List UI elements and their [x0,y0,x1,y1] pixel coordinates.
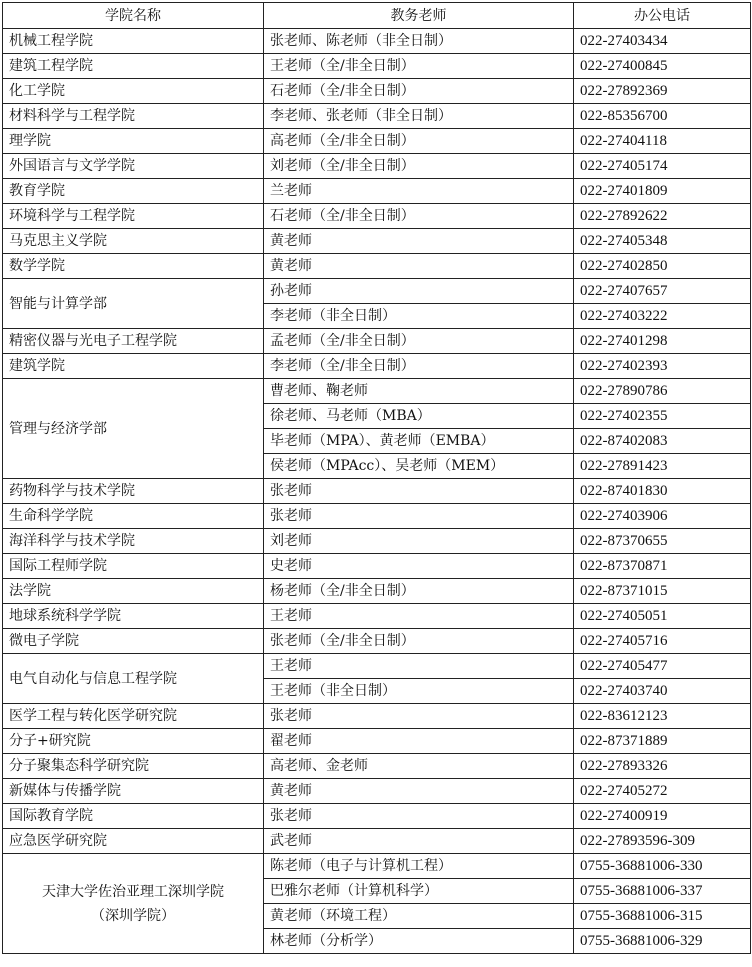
college-name: 国际工程师学院 [3,554,264,579]
college-name: 生命科学学院 [3,504,264,529]
table-row [3,204,751,229]
teacher-name: 武老师 [264,829,574,854]
table-row [3,654,751,679]
table-row [3,329,751,354]
phone-number: 022-87402083 [574,429,751,454]
header-phone: 办公电话 [574,3,751,29]
table-row [3,379,751,404]
college-name: 电气自动化与信息工程学院 [3,654,264,704]
teacher-name: 张老师、陈老师（非全日制） [264,29,574,54]
teacher-name: 张老师 [264,479,574,504]
phone-number: 022-27893596-309 [574,829,751,854]
header-college: 学院名称 [3,3,264,29]
college-name: 国际教育学院 [3,804,264,829]
college-name: 环境科学与工程学院 [3,204,264,229]
teacher-name: 高老师、金老师 [264,754,574,779]
table-row [3,554,751,579]
table-row [3,104,751,129]
phone-number: 022-87371889 [574,729,751,754]
phone-number: 0755-36881006-337 [574,879,751,904]
teacher-name: 张老师（全/非全日制） [264,629,574,654]
teacher-name: 杨老师（全/非全日制） [264,579,574,604]
table-row [3,29,751,54]
teacher-name: 王老师 [264,604,574,629]
table-row [3,54,751,79]
phone-number: 022-85356700 [574,104,751,129]
college-name: 智能与计算学部 [3,279,264,329]
phone-number: 022-27892369 [574,79,751,104]
college-name: 微电子学院 [3,629,264,654]
college-name: 理学院 [3,129,264,154]
phone-number: 022-27402355 [574,404,751,429]
teacher-name: 张老师 [264,804,574,829]
phone-number: 022-27403222 [574,304,751,329]
teacher-name: 陈老师（电子与计算机工程） [264,854,574,879]
teacher-name: 孟老师（全/非全日制） [264,329,574,354]
college-name: 数学学院 [3,254,264,279]
phone-number: 022-27400919 [574,804,751,829]
phone-number: 022-27404118 [574,129,751,154]
phone-number: 022-27403906 [574,504,751,529]
teacher-name: 刘老师（全/非全日制） [264,154,574,179]
college-name: 分子+研究院 [3,729,264,754]
phone-number: 022-27401298 [574,329,751,354]
table-body [3,29,751,954]
phone-number: 022-27890786 [574,379,751,404]
college-name: 建筑学院 [3,354,264,379]
college-name: 材料科学与工程学院 [3,104,264,129]
college-name: 海洋科学与技术学院 [3,529,264,554]
teacher-name: 王老师 [264,654,574,679]
phone-number: 0755-36881006-330 [574,854,751,879]
header-teacher: 教务老师 [264,3,574,29]
teacher-name: 李老师（非全日制） [264,304,574,329]
college-name: 精密仪器与光电子工程学院 [3,329,264,354]
table-row [3,279,751,304]
college-name: 机械工程学院 [3,29,264,54]
teacher-name: 刘老师 [264,529,574,554]
phone-number: 022-27893326 [574,754,751,779]
college-name: 医学工程与转化医学研究院 [3,704,264,729]
college-name: 外国语言与文学学院 [3,154,264,179]
teacher-name: 张老师 [264,704,574,729]
phone-number: 022-27891423 [574,454,751,479]
table-row [3,754,751,779]
teacher-name: 李老师、张老师（非全日制） [264,104,574,129]
header-row [3,3,751,29]
table-row [3,629,751,654]
contact-table [2,2,751,954]
phone-number: 022-27403434 [574,29,751,54]
table-row [3,604,751,629]
phone-number: 022-27402393 [574,354,751,379]
phone-number: 022-83612123 [574,704,751,729]
teacher-name: 石老师（全/非全日制） [264,204,574,229]
table-row [3,354,751,379]
phone-number: 022-27403740 [574,679,751,704]
teacher-name: 曹老师、鞠老师 [264,379,574,404]
phone-number: 022-87371015 [574,579,751,604]
phone-number: 022-27401809 [574,179,751,204]
college-name: 分子聚集态科学研究院 [3,754,264,779]
phone-number: 022-27892622 [574,204,751,229]
teacher-name: 林老师（分析学） [264,929,574,954]
phone-number: 022-27405477 [574,654,751,679]
table-row [3,229,751,254]
teacher-name: 侯老师（MPAcc）、吴老师（MEM） [264,454,574,479]
phone-number: 0755-36881006-329 [574,929,751,954]
phone-number: 022-27405716 [574,629,751,654]
teacher-name: 孙老师 [264,279,574,304]
teacher-name: 高老师（全/非全日制） [264,129,574,154]
teacher-name: 巴雅尔老师（计算机科学） [264,879,574,904]
teacher-name: 李老师（全/非全日制） [264,354,574,379]
phone-number: 022-87370655 [574,529,751,554]
phone-number: 022-27405348 [574,229,751,254]
college-name [3,854,264,954]
table-row [3,804,751,829]
college-name: 应急医学研究院 [3,829,264,854]
table-row [3,129,751,154]
college-name: 药物科学与技术学院 [3,479,264,504]
teacher-name: 黄老师 [264,779,574,804]
teacher-name: 兰老师 [264,179,574,204]
phone-number: 022-87370871 [574,554,751,579]
college-name: 马克思主义学院 [3,229,264,254]
table-row [3,829,751,854]
teacher-name: 王老师（全/非全日制） [264,54,574,79]
teacher-name: 石老师（全/非全日制） [264,79,574,104]
table-row [3,179,751,204]
college-name: 地球系统科学学院 [3,604,264,629]
table-row [3,729,751,754]
phone-number: 022-27405272 [574,779,751,804]
table-row [3,254,751,279]
phone-number: 022-87401830 [574,479,751,504]
teacher-name: 黄老师 [264,254,574,279]
college-name-line: 天津大学佐治亚理工深圳学院 [42,883,224,900]
phone-number: 022-27405051 [574,604,751,629]
phone-number: 0755-36881006-315 [574,904,751,929]
teacher-name: 张老师 [264,504,574,529]
phone-number: 022-27400845 [574,54,751,79]
college-name: 建筑工程学院 [3,54,264,79]
table-row [3,779,751,804]
teacher-name: 徐老师、马老师（MBA） [264,404,574,429]
table-row [3,854,751,879]
teacher-name: 史老师 [264,554,574,579]
table-row [3,529,751,554]
teacher-name: 翟老师 [264,729,574,754]
college-name: 化工学院 [3,79,264,104]
table-row [3,579,751,604]
teacher-name: 黄老师（环境工程） [264,904,574,929]
college-name: 法学院 [3,579,264,604]
phone-number: 022-27405174 [574,154,751,179]
table-row [3,154,751,179]
teacher-name: 王老师（非全日制） [264,679,574,704]
college-name: 新媒体与传播学院 [3,779,264,804]
table-row [3,479,751,504]
teacher-name: 毕老师（MPA）、黄老师（EMBA） [264,429,574,454]
college-name-line: （深圳学院） [91,907,175,924]
college-name: 管理与经济学部 [3,379,264,479]
table-row [3,504,751,529]
phone-number: 022-27407657 [574,279,751,304]
college-name: 教育学院 [3,179,264,204]
table-row [3,704,751,729]
teacher-name: 黄老师 [264,229,574,254]
phone-number: 022-27402850 [574,254,751,279]
table-row [3,79,751,104]
